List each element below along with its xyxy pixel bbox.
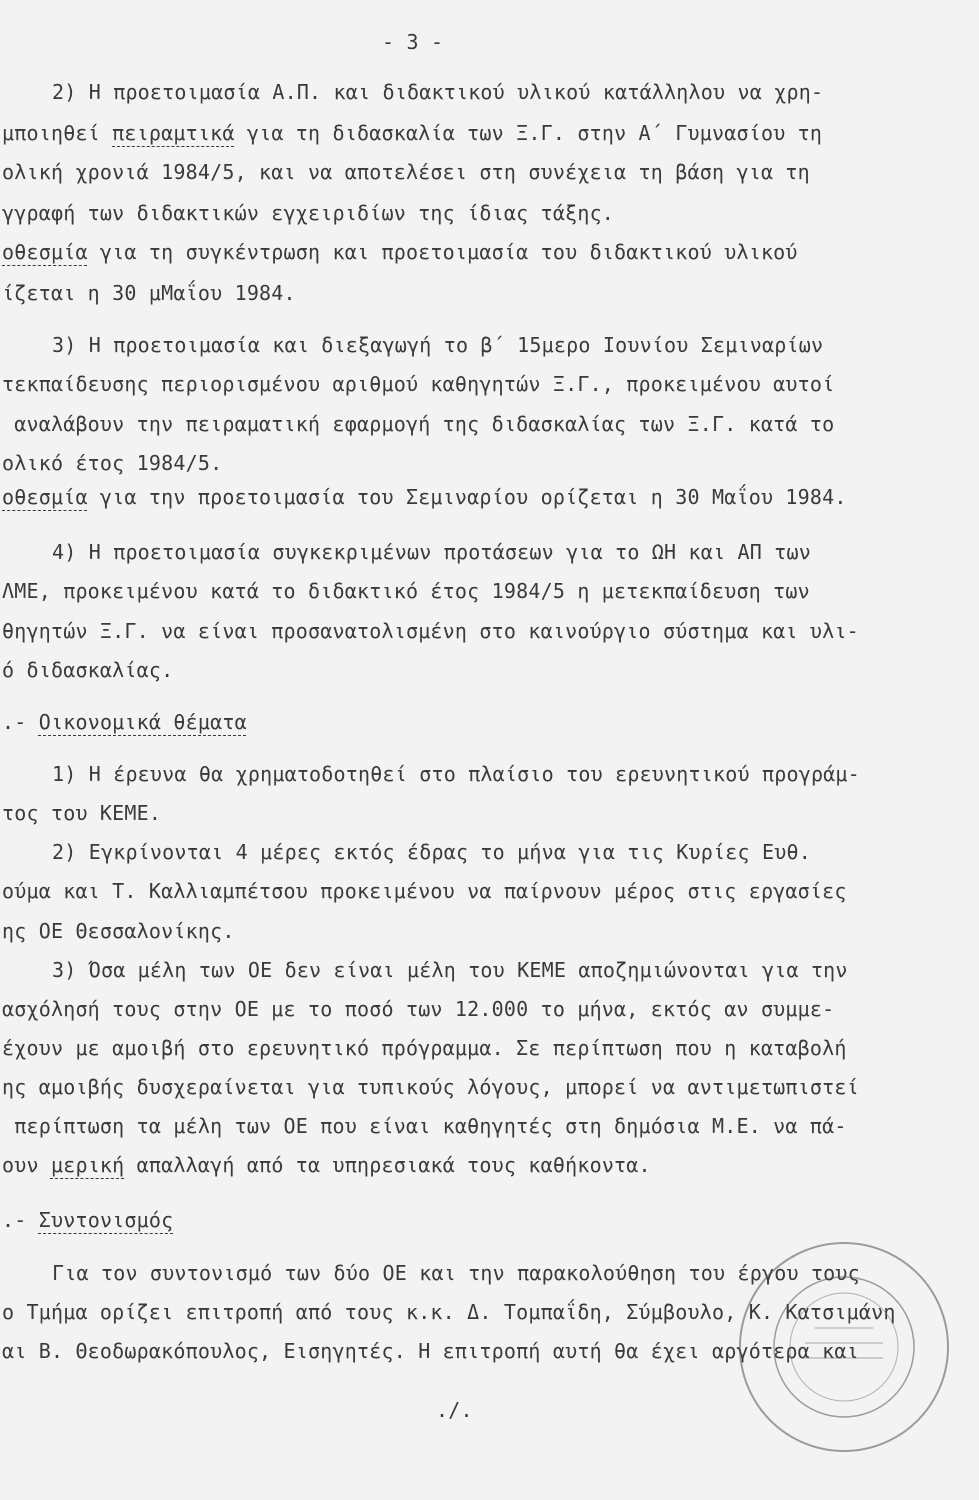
text-line: έχουν με αμοιβή στο ερευνητικό πρόγραμμα. Σε περίπτωση που η καταβολή [2,1036,847,1060]
text-line: ούμα και Τ. Καλλιαμπέτσου προκειμένου να παίρνουν μέρος στις εργασίες [2,879,847,903]
underlined-heading: Οικονομικά θέματα [38,710,247,734]
text-line: 1) Η έρευνα θα χρηματοδοτηθεί στο πλαίσιο του ερευνητικού προγράμ- [52,762,860,786]
underlined-word: μερική [50,1153,125,1177]
text-line: τεκπαίδευσης περιορισμένου αριθμού καθηγητών Ξ.Γ., προκειμένου αυτοί [2,372,835,396]
text-line: ης ΟΕ Θεσσαλονίκης. [2,919,235,943]
underlined-word: πειραμτικά [112,121,235,145]
text-line: ο Τμήμα ορίζει επιτροπή από τους κ.κ. Δ. Τομπαΐδη, Σύμβουλο, Κ. Κατσιμάνη [2,1300,896,1324]
text-line: 2) Η προετοιμασία Α.Π. και διδακτικού υλικού κατάλληλου να χρη- [52,80,824,104]
underlined-heading: Συντονισμός [38,1208,174,1232]
section-heading: .- Συντονισμός [2,1208,174,1232]
text-line: Για τον συντονισμό των δύο ΟΕ και την παρακολούθηση του έργου τους [52,1261,860,1285]
text-line: ασχόλησή τους στην ΟΕ με το ποσό των 12.000 το μήνα, εκτός αν συμμε- [2,997,835,1021]
text-line: 3) Όσα μέλη των ΟΕ δεν είναι μέλη του ΚΕΜΕ αποζημιώνονται για την [52,958,848,982]
section-heading: .- Οικονομικά θέματα [2,710,247,734]
text-line: θηγητών Ξ.Γ. να είναι προσανατολισμένη στο καινούργιο σύστημα και υλι- [2,619,859,643]
text-line: ολική χρονιά 1984/5, και να αποτελέσει στη συνέχεια τη βάση για τη [2,160,810,184]
text-line: ουν μερική απαλλαγή από τα υπηρεσιακά τους καθήκοντα. [2,1153,651,1177]
text-line: ολικό έτος 1984/5. [2,451,223,475]
text-line: οθεσμία για τη συγκέντρωση και προετοιμασία του διδακτικού υλικού [2,240,798,264]
text-line: περίπτωση τα μέλη των ΟΕ που είναι καθηγητές στη δημόσια Μ.Ε. να πά- [2,1114,847,1138]
text-line: αναλάβουν την πειραματική εφαρμογή της διδασκαλίας των Ξ.Γ. κατά το [2,412,835,436]
text-line: 4) Η προετοιμασία συγκεκριμένων προτάσεων για το ΩΗ και ΑΠ των [52,540,811,564]
text-line: 3) Η προετοιμασία και διεξαγωγή το β΄ 15μερο Ιουνίου Σεμιναρίων [52,333,824,357]
underlined-word: οθεσμία [2,240,88,264]
text-line: ης αμοιβής δυσχεραίνεται για τυπικούς λόγους, μπορεί να αντιμετωπιστεί [2,1075,859,1099]
text-line: γγραφή των διδακτικών εγχειριδίων της ίδιας τάξης. [2,201,615,225]
text-line: ό διδασκαλίας. [2,658,174,682]
text-line: ΛΜΕ, προκειμένου κατά το διδακτικό έτος 1984/5 η μετεκπαίδευση των [2,579,810,603]
underlined-word: οθεσμία [2,485,88,509]
text-line: τος του ΚΕΜΕ. [2,801,162,825]
library-stamp-seal [735,1238,953,1456]
text-line: αι Β. Θεοδωρακόπουλος, Εισηγητές. Η επιτροπή αυτή θα έχει αργότερα και [2,1339,859,1363]
text-line: ίζεται η 30 μΜαΐου 1984. [2,281,296,305]
page-number: - 3 - [382,30,444,54]
text-line: 2) Εγκρίνονται 4 μέρες εκτός έδρας το μήνα για τις Κυρίες Ευθ. [52,840,811,864]
text-line: μποιηθεί πειραμτικά για τη διδασκαλία των Ξ.Γ. στην Α΄ Γυμνασίου τη [2,121,823,145]
footer-mark: ./. [436,1398,473,1422]
text-line: οθεσμία για την προετοιμασία του Σεμιναρίου ορίζεται η 30 Μαΐου 1984. [2,485,847,509]
